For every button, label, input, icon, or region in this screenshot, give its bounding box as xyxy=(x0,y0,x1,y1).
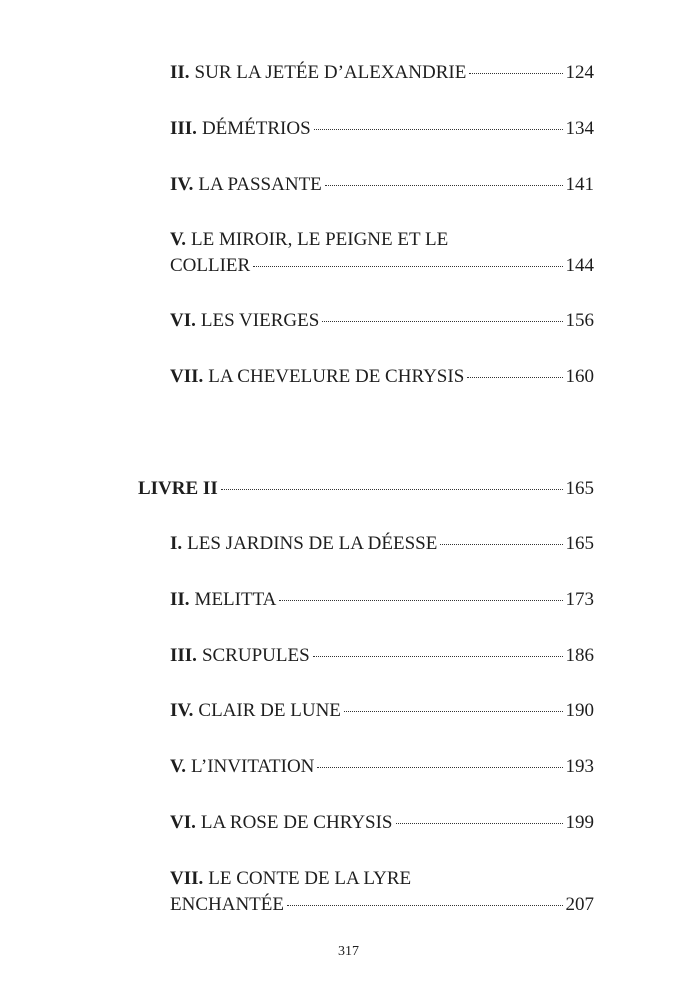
chapter-title: SUR LA JETÉE D’ALEXANDRIE xyxy=(194,62,467,83)
page-ref: 190 xyxy=(565,700,594,721)
dot-leader xyxy=(322,321,562,322)
page-ref: 165 xyxy=(565,533,594,554)
chapter-title: LE MIROIR, LE PEIGNE ET LE xyxy=(191,229,449,250)
chapter-number: III. xyxy=(170,645,197,666)
page-ref: 141 xyxy=(565,174,594,195)
toc-entry xyxy=(170,116,594,142)
chapter-number: VI. xyxy=(170,812,196,833)
page-number: 317 xyxy=(338,944,359,959)
dot-leader xyxy=(440,544,562,545)
chapter-number: VI. xyxy=(170,310,196,331)
dot-leader xyxy=(253,266,562,267)
page-ref: 134 xyxy=(565,118,594,139)
toc-entry xyxy=(170,227,594,279)
toc-entry xyxy=(170,866,594,918)
dot-leader xyxy=(325,185,563,186)
book-title: LIVRE II xyxy=(138,478,218,499)
dot-leader xyxy=(313,656,563,657)
page-ref: 207 xyxy=(565,894,594,915)
chapter-number: I. xyxy=(170,533,183,554)
dot-leader xyxy=(287,905,563,906)
toc-entry xyxy=(170,364,594,390)
toc-entry xyxy=(170,643,594,669)
toc-entry xyxy=(170,810,594,836)
chapter-title: LE CONTE DE LA LYRE xyxy=(208,868,412,889)
chapter-title: LA ROSE DE CHRYSIS xyxy=(200,812,393,833)
toc-entry xyxy=(170,60,594,86)
dot-leader xyxy=(317,767,562,768)
chapter-title: SCRUPULES xyxy=(201,645,310,666)
page-ref: 173 xyxy=(565,589,594,610)
page-ref: 199 xyxy=(565,812,594,833)
chapter-number: III. xyxy=(170,118,197,139)
chapter-number: VII. xyxy=(170,366,204,387)
chapter-number: IV. xyxy=(170,700,194,721)
chapter-title-continued: ENCHANTÉE xyxy=(170,894,284,915)
page-ref: 165 xyxy=(565,478,594,499)
chapter-title: CLAIR DE LUNE xyxy=(198,700,341,721)
chapter-title: LES JARDINS DE LA DÉESSE xyxy=(187,533,438,554)
dot-leader xyxy=(344,711,563,712)
toc-entry xyxy=(170,172,594,198)
page-ref: 186 xyxy=(565,645,594,666)
chapter-title: LA PASSANTE xyxy=(198,174,322,195)
page-ref: 144 xyxy=(565,255,594,276)
toc-entry xyxy=(170,308,594,334)
page-ref: 160 xyxy=(565,366,594,387)
dot-leader xyxy=(279,600,562,601)
page-ref: 193 xyxy=(565,756,594,777)
chapter-title: MELITTA xyxy=(194,589,277,610)
page-ref: 124 xyxy=(565,62,594,83)
chapter-number: VII. xyxy=(170,868,204,889)
dot-leader xyxy=(314,129,563,130)
dot-leader xyxy=(396,823,563,824)
toc-book-entry xyxy=(138,476,594,502)
toc-entry xyxy=(170,698,594,724)
chapter-number: II. xyxy=(170,589,190,610)
toc-entry xyxy=(170,754,594,780)
chapter-number: II. xyxy=(170,62,190,83)
chapter-title: LES VIERGES xyxy=(200,310,320,331)
chapter-title: LA CHEVELURE DE CHRYSIS xyxy=(208,366,465,387)
chapter-title: DÉMÉTRIOS xyxy=(201,118,311,139)
page-ref: 156 xyxy=(565,310,594,331)
chapter-number: V. xyxy=(170,756,187,777)
chapter-number: V. xyxy=(170,229,187,250)
chapter-number: IV. xyxy=(170,174,194,195)
chapter-title-continued: COLLIER xyxy=(170,255,251,276)
dot-leader xyxy=(469,73,562,74)
dot-leader xyxy=(467,377,562,378)
chapter-title: L’INVITATION xyxy=(191,756,315,777)
dot-leader xyxy=(221,489,563,490)
toc-entry xyxy=(170,587,594,613)
toc-entry xyxy=(170,531,594,557)
